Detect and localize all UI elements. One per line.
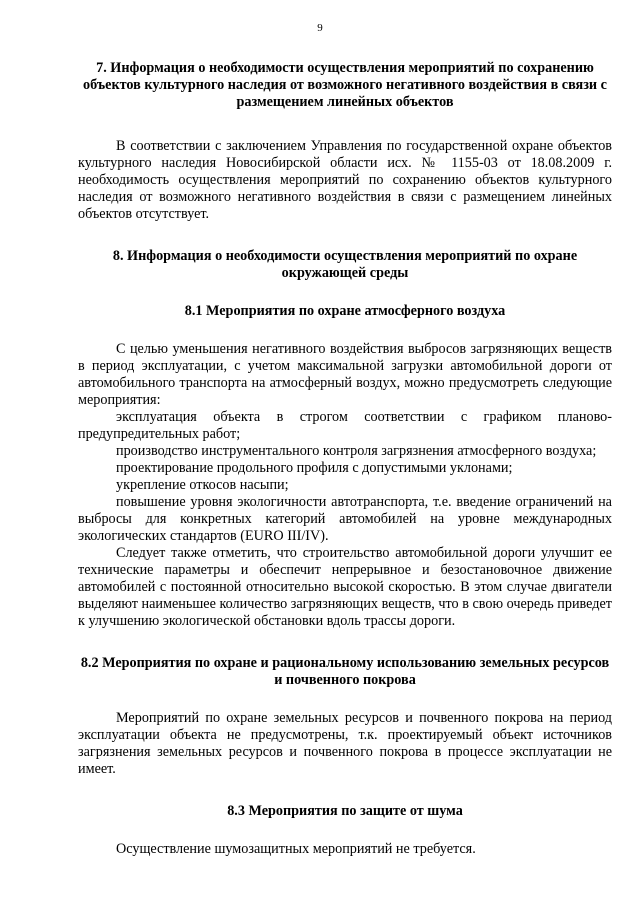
list-item: эксплуатация объекта в строгом соответствии с графиком планово-предупредительных работ; xyxy=(78,409,612,442)
section-8-2-paragraph: Мероприятий по охране земельных ресурсов и почвенного покрова на период эксплуатации объекта не предусмотрены, т.к. проектируемый объект источников загрязнения земельных ресурсов и почвенного покрова в процессе эксплуатации не имеет. xyxy=(78,710,612,777)
page-number: 9 xyxy=(317,22,323,34)
section-8-1-conclusion: Следует также отметить, что строительство автомобильной дороги улучшит ее технические параметры и обеспечит непрерывное и безостановочное движение автомобилей с постоянной относительно высокой скоростью. В этом случае двигатели выделяют наименьшее количество загрязняющих веществ, что в свою очередь приведет к улучшению экологической обстановки вдоль трассы дороги. xyxy=(78,545,612,629)
section-8-1-heading: 8.1 Мероприятия по охране атмосферного воздуха xyxy=(184,303,506,319)
section-8-2-heading: 8.2 Мероприятия по охране и рациональному использованию земельных ресурсов и почвенного покрова xyxy=(80,655,610,688)
section-8-heading: 8. Информация о необходимости осуществления мероприятий по охране окружающей среды xyxy=(112,248,578,281)
list-item: повышение уровня экологичности автотранспорта, т.е. введение ограничений на выбросы для конкретных категорий автомобилей на уровне международных экологических стандартов (EURO III/IV). xyxy=(78,494,612,544)
page-content xyxy=(78,60,612,858)
section-7-heading: 7. Информация о необходимости осуществления мероприятий по сохранению объектов культурного наследия от возможного негативного воздействия в связи с размещением линейных объектов xyxy=(83,60,607,110)
section-8-3-heading: 8.3 Мероприятия по защите от шума xyxy=(227,803,463,819)
section-8-1-intro: С целью уменьшения негативного воздействия выбросов загрязняющих веществ в период эксплуатации, с учетом максимальной загрузки автомобильной дороги от автомобильного транспорта на атмосферный воздух, можно предусмотреть следующие мероприятия: xyxy=(78,341,612,408)
list-item: укрепление откосов насыпи; xyxy=(116,477,289,493)
section-7-paragraph: В соответствии с заключением Управления по государственной охране объектов культурного наследия Новосибирской области исх. № 1155-03 от 18.08.2009 г. необходимость осуществления мероприятий по сохранению объектов культурного наследия от возможного негативного воздействия в связи с размещением линейных объектов отсутствует. xyxy=(78,138,612,222)
section-8-3-paragraph: Осуществление шумозащитных мероприятий не требуется. xyxy=(116,841,476,857)
list-item: проектирование продольного профиля с допустимыми уклонами; xyxy=(116,460,513,476)
list-item: производство инструментального контроля загрязнения атмосферного воздуха; xyxy=(116,443,597,459)
